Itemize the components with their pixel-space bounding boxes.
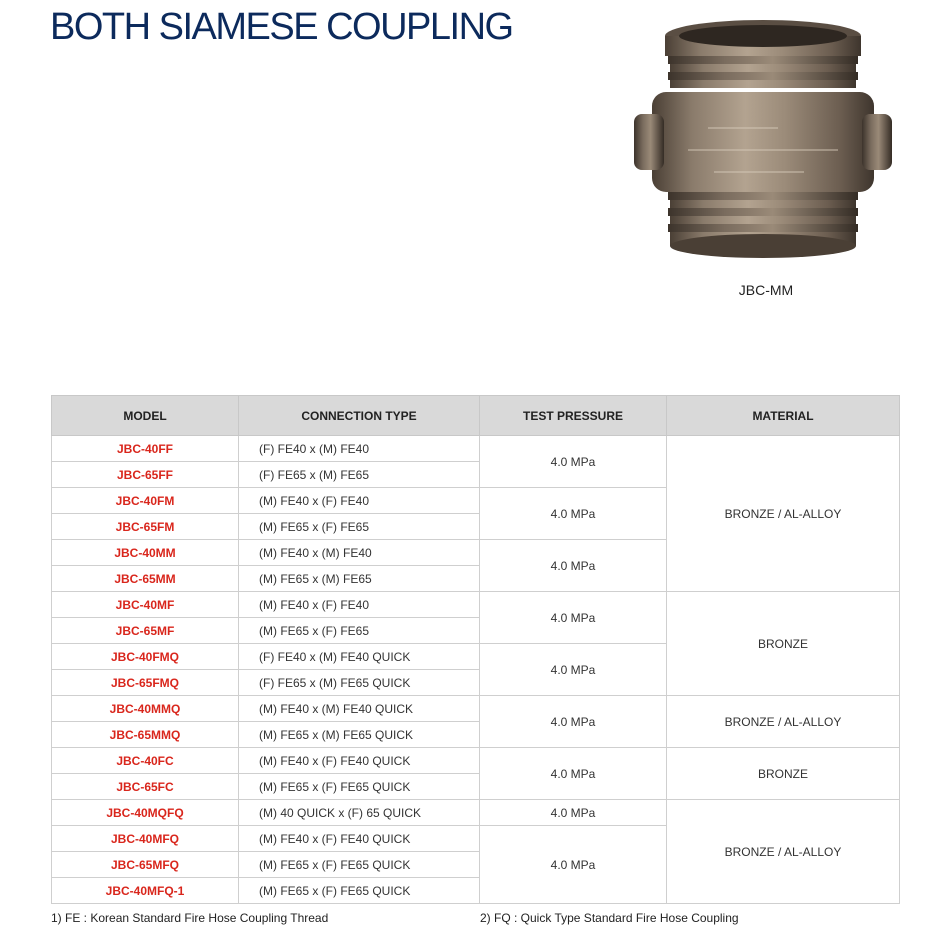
connection-type-cell: (M) FE65 x (F) FE65 QUICK (239, 878, 480, 904)
model-cell: JBC-65MMQ (52, 722, 239, 748)
model-cell: JBC-40MMQ (52, 696, 239, 722)
spec-table (51, 395, 900, 904)
connection-type-cell: (M) FE40 x (M) FE40 (239, 540, 480, 566)
connection-type-cell: (M) FE40 x (F) FE40 (239, 592, 480, 618)
page-title: BOTH SIAMESE COUPLING (50, 6, 513, 48)
connection-type-cell: (M) 40 QUICK x (F) 65 QUICK (239, 800, 480, 826)
model-cell: JBC-65MF (52, 618, 239, 644)
material-cell: BRONZE (667, 592, 900, 696)
product-figure (628, 16, 898, 306)
model-cell: JBC-40MFQ-1 (52, 878, 239, 904)
header-connection-type: CONNECTION TYPE (239, 396, 480, 436)
test-pressure-cell: 4.0 MPa (480, 540, 667, 592)
model-cell: JBC-40FC (52, 748, 239, 774)
table-row (52, 436, 900, 462)
test-pressure-cell: 4.0 MPa (480, 800, 667, 826)
test-pressure-cell: 4.0 MPa (480, 644, 667, 696)
connection-type-cell: (F) FE65 x (M) FE65 (239, 462, 480, 488)
connection-type-cell: (F) FE40 x (M) FE40 (239, 436, 480, 462)
connection-type-cell: (M) FE40 x (F) FE40 QUICK (239, 748, 480, 774)
coupling-photo (628, 16, 898, 280)
header-test-pressure: TEST PRESSURE (480, 396, 667, 436)
footnote-fe: 1) FE : Korean Standard Fire Hose Coupling Thread (51, 911, 329, 925)
footnote-fq: 2) FQ : Quick Type Standard Fire Hose Coupling (480, 911, 739, 925)
connection-type-cell: (M) FE40 x (M) FE40 QUICK (239, 696, 480, 722)
product-caption: JBC-MM (738, 282, 794, 298)
table-header-row (52, 396, 900, 436)
material-cell: BRONZE / AL-ALLOY (667, 696, 900, 748)
table-row (52, 592, 900, 618)
connection-type-cell: (M) FE65 x (F) FE65 QUICK (239, 774, 480, 800)
model-cell: JBC-65FM (52, 514, 239, 540)
model-cell: JBC-40FM (52, 488, 239, 514)
test-pressure-cell: 4.0 MPa (480, 748, 667, 800)
test-pressure-cell: 4.0 MPa (480, 592, 667, 644)
test-pressure-cell: 4.0 MPa (480, 826, 667, 904)
table-row (52, 748, 900, 774)
model-cell: JBC-65FF (52, 462, 239, 488)
connection-type-cell: (M) FE40 x (F) FE40 (239, 488, 480, 514)
table-row (52, 696, 900, 722)
model-cell: JBC-65FC (52, 774, 239, 800)
connection-type-cell: (F) FE40 x (M) FE40 QUICK (239, 644, 480, 670)
table-body (52, 436, 900, 904)
model-cell: JBC-65MM (52, 566, 239, 592)
model-cell: JBC-40FMQ (52, 644, 239, 670)
test-pressure-cell: 4.0 MPa (480, 696, 667, 748)
header-material: MATERIAL (667, 396, 900, 436)
test-pressure-cell: 4.0 MPa (480, 488, 667, 540)
table-row (52, 800, 900, 826)
material-cell: BRONZE / AL-ALLOY (667, 436, 900, 592)
model-cell: JBC-65FMQ (52, 670, 239, 696)
model-cell: JBC-65MFQ (52, 852, 239, 878)
connection-type-cell: (M) FE65 x (M) FE65 QUICK (239, 722, 480, 748)
connection-type-cell: (M) FE65 x (F) FE65 (239, 618, 480, 644)
model-cell: JBC-40MM (52, 540, 239, 566)
connection-type-cell: (M) FE65 x (F) FE65 QUICK (239, 852, 480, 878)
header-model: MODEL (52, 396, 239, 436)
connection-type-cell: (M) FE65 x (F) FE65 (239, 514, 480, 540)
connection-type-cell: (M) FE40 x (F) FE40 QUICK (239, 826, 480, 852)
connection-type-cell: (M) FE65 x (M) FE65 (239, 566, 480, 592)
model-cell: JBC-40MQFQ (52, 800, 239, 826)
connection-type-cell: (F) FE65 x (M) FE65 QUICK (239, 670, 480, 696)
model-cell: JBC-40FF (52, 436, 239, 462)
model-cell: JBC-40MFQ (52, 826, 239, 852)
test-pressure-cell: 4.0 MPa (480, 436, 667, 488)
material-cell: BRONZE / AL-ALLOY (667, 800, 900, 904)
model-cell: JBC-40MF (52, 592, 239, 618)
material-cell: BRONZE (667, 748, 900, 800)
